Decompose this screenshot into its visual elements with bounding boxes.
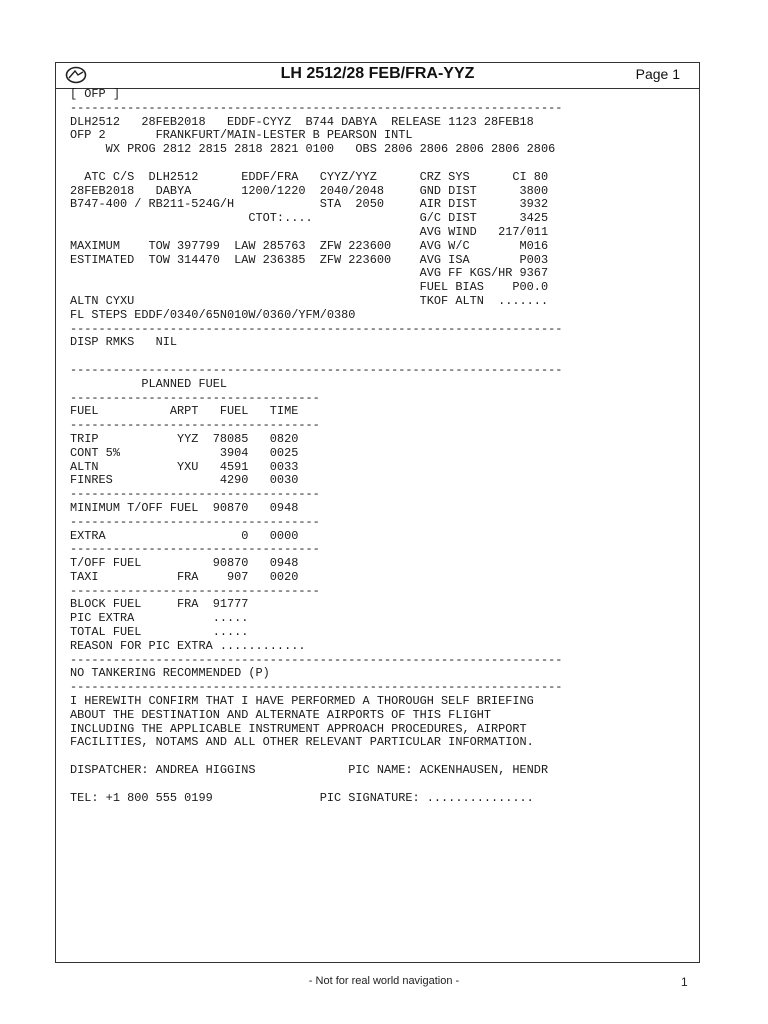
ofp-line: PIC EXTRA ..... xyxy=(70,611,249,626)
ofp-line xyxy=(70,778,562,792)
ofp-line: EXTRA 0 0000 xyxy=(70,528,299,543)
ofp-line: ABOUT THE DESTINATION AND ALTERNATE AIRPORTS OF THIS FLIGHT xyxy=(70,707,491,722)
ofp-line: ALTN CYXU TKOF ALTN ....... xyxy=(70,293,549,308)
ofp-line: AVG WIND 217/011 xyxy=(70,224,549,239)
ofp-line: ----------------------------------- xyxy=(70,418,320,433)
ofp-line: FUEL BIAS P00.0 xyxy=(70,280,549,295)
document-header xyxy=(56,63,699,89)
ofp-line: ----------------------------------- xyxy=(70,487,320,502)
ofp-line: DLH2512 28FEB2018 EDDF-CYYZ B744 DABYA RELEASE 1123 28FEB18 xyxy=(70,114,534,129)
ofp-line: MAXIMUM TOW 397799 LAW 285763 ZFW 223600 AVG W/C M016 xyxy=(70,238,549,253)
ofp-line: DISPATCHER: ANDREA HIGGINS PIC NAME: ACKENHAUSEN, HENDR xyxy=(70,763,549,778)
ofp-line: TEL: +1 800 555 0199 PIC SIGNATURE: ............... xyxy=(70,790,534,805)
ofp-line: FINRES 4290 0030 xyxy=(70,473,299,488)
ofp-line: ESTIMATED TOW 314470 LAW 236385 ZFW 223600 AVG ISA P003 xyxy=(70,252,549,267)
ofp-line: FL STEPS EDDF/0340/65N010W/0360/YFM/0380 xyxy=(70,307,356,322)
ofp-line: OFP 2 FRANKFURT/MAIN-LESTER B PEARSON INTL xyxy=(70,128,413,143)
ofp-line: ----------------------------------- xyxy=(70,542,320,557)
ofp-line: ----------------------------------- xyxy=(70,583,320,598)
ofp-line: ALTN YXU 4591 0033 xyxy=(70,459,299,474)
ofp-line: TOTAL FUEL ..... xyxy=(70,625,249,640)
ofp-line: WX PROG 2812 2815 2818 2821 0100 OBS 2806 2806 2806 2806 2806 xyxy=(70,142,556,157)
ofp-line: PLANNED FUEL xyxy=(70,376,227,391)
ofp-line: ----------------------------------- xyxy=(70,390,320,405)
ofp-line: ----------------------------------- xyxy=(70,514,320,529)
ofp-line xyxy=(70,350,562,364)
ofp-line: TAXI FRA 907 0020 xyxy=(70,569,299,584)
ofp-line: FACILITIES, NOTAMS AND ALL OTHER RELEVANT PARTICULAR INFORMATION. xyxy=(70,735,534,750)
ofp-line: MINIMUM T/OFF FUEL 90870 0948 xyxy=(70,500,299,515)
ofp-document-frame xyxy=(55,62,700,963)
document-title: LH 2512/28 FEB/FRA-YYZ xyxy=(280,65,475,82)
ofp-line: --------------------------------------------------------------------- xyxy=(70,362,563,377)
disclaimer-note: - Not for real world navigation - xyxy=(308,975,460,987)
ofp-line: --------------------------------------------------------------------- xyxy=(70,100,563,115)
page-indicator: Page 1 xyxy=(635,66,680,82)
ofp-line: TRIP YYZ 78085 0820 xyxy=(70,431,299,446)
ofp-line xyxy=(70,157,562,171)
ofp-line: B747-400 / RB211-524G/H STA 2050 AIR DIST 3932 xyxy=(70,197,549,212)
ofp-line xyxy=(70,750,562,764)
ofp-line: T/OFF FUEL 90870 0948 xyxy=(70,556,299,571)
ofp-line: AVG FF KGS/HR 9367 xyxy=(70,266,549,281)
ofp-line: INCLUDING THE APPLICABLE INSTRUMENT APPROACH PROCEDURES, AIRPORT xyxy=(70,721,527,736)
ofp-line: --------------------------------------------------------------------- xyxy=(70,321,563,336)
ofp-line: --------------------------------------------------------------------- xyxy=(70,680,563,695)
ofp-line: FUEL ARPT FUEL TIME xyxy=(70,404,299,419)
ofp-line: 28FEB2018 DABYA 1200/1220 2040/2048 GND DIST 3800 xyxy=(70,183,549,198)
footer-page-number: 1 xyxy=(681,975,688,989)
ofp-line: DISP RMKS NIL xyxy=(70,335,178,350)
ofp-line: CONT 5% 3904 0025 xyxy=(70,445,299,460)
ofp-body xyxy=(70,88,562,805)
ofp-line: BLOCK FUEL FRA 91777 xyxy=(70,597,249,612)
ofp-line: ATC C/S DLH2512 EDDF/FRA CYYZ/YYZ CRZ SYS CI 80 xyxy=(70,169,549,184)
ofp-line: REASON FOR PIC EXTRA ............ xyxy=(70,638,306,653)
ofp-line: --------------------------------------------------------------------- xyxy=(70,652,563,667)
ofp-line: NO TANKERING RECOMMENDED (P) xyxy=(70,666,270,681)
ofp-line: [ OFP ] xyxy=(70,87,120,101)
ofp-line: CTOT:.... G/C DIST 3425 xyxy=(70,211,549,226)
ofp-line: I HEREWITH CONFIRM THAT I HAVE PERFORMED A THOROUGH SELF BRIEFING xyxy=(70,694,534,709)
